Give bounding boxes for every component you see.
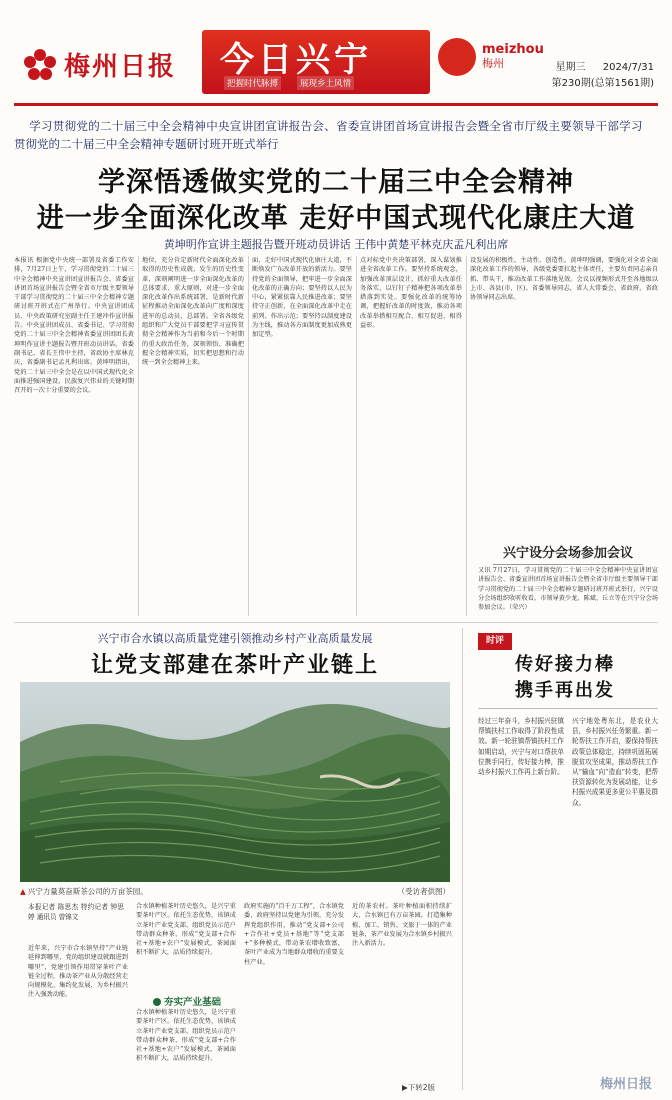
partner-sub: 梅州 [482, 57, 504, 70]
weekday: 星期三 [555, 62, 586, 73]
slogan-2: 展现乡土风情 [297, 76, 354, 90]
feature-column-b: 合水镇种植茶叶历史悠久，是兴宁重要茶叶产区。依托生态优势，该镇成立茶叶产业党支部，组织党员示范户带动群众种茶，形成“党支部+合作社+基地+农户”发展模式，茶园面积不断扩大，品质持续提升。 [136, 903, 236, 957]
commentary-title-1: 传好接力棒 [515, 654, 615, 675]
feature-byline: 本报记者 陈思杰 特约记者 钟思婷 通讯员 曾锦文 [28, 903, 124, 921]
lead-column-1: 本报讯 根据党中央统一部署及省委工作安排，7月27日上午，学习贯彻党的二十届三中全会精神中央宣讲团宣讲报告会、省委宣讲团首场宣讲报告会暨全省市厅级主要领导干部学习贯彻党的二十届三中全会精神专题研讨班开班式在广州举行。中央宣讲团成员、中央政策研究室副主任王建冲作宣讲报告。中央宣讲团成员、省委书记、学习贯彻党的二十届三中全会精神省委宣讲团团长黄坤明作宣讲主题报告暨开班动员讲话。省委副书记、省长王伟中主持，省政协主席林克庆，省委副书记孟凡利出席。黄坤明指出，党的二十届三中全会是在以中国式现代化全面推进强国建设、民族复兴伟业的关键时期召开的一次十分重要的会议。 [14, 257, 134, 395]
meizhou-logo [438, 38, 544, 76]
commentary-tag: 时评 [478, 633, 512, 650]
feature-column-c: 政府实施的“百千万工程”，合水镇党委、政府坚持以党建为引领，充分发挥党组织作用，推动“党支部+公司+合作社+党员+基地”等“党支部+”多种模式，带动茶农增收致富，茶叶产业成为当地群众增收的重要支柱产业。 [244, 903, 344, 966]
plum-blossom-icon [22, 47, 58, 83]
lead-column-4: 点对标党中央决策部署，深入谋划推进全省改革工作。要坚持系统观念，加强改革顶层设计，抓好重大改革任务落实，以钉钉子精神把各项改革举措落到实处。要强化改革的统筹协调，把握好改革的时度效，推动各项改革举措相互配合、相互促进、相得益彰。 [360, 257, 462, 330]
column-divider [466, 256, 467, 616]
paper-brand[interactable] [22, 46, 176, 83]
date: 2024/7/31 [602, 62, 654, 73]
feature-subhead: 夯实产业基础 [142, 994, 232, 1008]
masthead-rule [14, 103, 658, 106]
side-article-title[interactable]: 兴宁设分会场参加会议 [478, 542, 658, 565]
lead-column-3: 面，走好中国式现代化康庄大道，不断焕发广东改革开放的新活力。要坚持党的全面领导，把牢进一步全面深化改革的正确方向；要坚持以人民为中心，紧紧依靠人民推进改革；要坚持守正创新，在全面深化改革中走在前列、作出示范；要坚持以制度建设为主线，推动各方面制度更加成熟更加定型。 [252, 257, 352, 339]
feature-title[interactable]: 让党支部建在茶叶产业链上 [90, 652, 379, 678]
lead-kicker: 学习贯彻党的二十届三中全会精神中央宣讲团宣讲报告会、省委宣讲团首场宣讲报告会暨全省市厅级主要领导干部学习 [29, 119, 643, 133]
partner-name: meizhou [482, 42, 544, 57]
commentary-column-b: 兴宁地处粤东北，是农业大县，乡村振兴任务繁重。新一轮帮扶工作开启，要保持帮扶政策总体稳定，持续巩固拓展脱贫攻坚成果，推动帮扶工作从“输血”向“造血”转变，把帮扶资源转化为发展动能，让乡村振兴成果更多更公平惠及群众。 [572, 717, 658, 807]
banner-slogans [224, 76, 354, 90]
commentary-title[interactable] [470, 652, 660, 704]
feature-column-b2: 合水镇种植茶叶历史悠久，是兴宁重要茶叶产区。依托生态优势，该镇成立茶叶产业党支部，组织党员示范户带动群众种茶，形成“党支部+合作社+基地+农户”发展模式，茶园面积不断扩大，品质持续提升。 [136, 1009, 236, 1063]
commentary-rule [478, 708, 658, 709]
issue-number: 第230期(总第1561期) [551, 78, 654, 89]
lead-headline-2[interactable]: 进一步全面深化改革 走好中国式现代化康庄大道 [36, 203, 636, 234]
section-banner [202, 30, 430, 94]
meizhou-emblem-icon [438, 38, 476, 76]
commentary-title-2: 携手再出发 [515, 680, 615, 701]
paper-name: 梅州日报 [64, 52, 177, 82]
feature-column-a: 近年来，兴宁市合水镇坚持“产业链延伸到哪里，党的组织建设就跟进到哪里”，党建引领作用贯穿茶叶产业链全过程，推动茶产业从分散经营走向规模化、集约化发展，为乡村振兴注入强劲动能。 [28, 945, 128, 999]
feature-kicker: 兴宁市合水镇以高质量党建引领推动乡村产业高质量发展 [97, 632, 373, 645]
lead-headline-1[interactable]: 学深悟透做实党的二十届三中全会精神 [98, 167, 574, 198]
lead-deck: 黄坤明作宣讲主题报告暨开班动员讲话 王伟中黄楚平林克庆孟凡利出席 [163, 238, 509, 251]
commentary-column-a: 经过三年奋斗，乡村振兴驻镇帮镇扶村工作取得了阶段性成效。新一轮驻镇帮镇扶村工作如期启动，兴宁与对口帮扶单位携手同行，传好接力棒，推动乡村振兴工作再上新台阶。 [478, 717, 564, 777]
slogan-1: 把握时代脉搏 [224, 76, 281, 90]
side-article-body: 又讯 7月27日，学习贯彻党的二十届三中全会精神中央宣讲团宣讲报告会、省委宣讲团首场宣讲报告会暨全省市厅级主要领导干部学习贯彻党的二十届三中全会精神专题研讨班开班式举行，兴宁设分会场组织收听收看。市领导黄少龙、陈斌、丘立等在兴宁分会场参加会议。（荣兴） [478, 567, 658, 612]
tea-garden-photo [20, 682, 450, 882]
watermark: 梅州日报 [599, 1077, 652, 1092]
section-title: 今日兴宁 [220, 40, 372, 80]
column-divider [248, 256, 249, 616]
dateline [542, 60, 654, 92]
masthead [0, 0, 672, 108]
column-divider [138, 256, 139, 616]
section-divider [14, 622, 658, 623]
turn-page-link[interactable]: ▶下转2版 [402, 1083, 436, 1092]
photo-credit: （受访者供图） [397, 887, 450, 896]
camera-icon: ▲ [20, 887, 26, 896]
column-divider [356, 256, 357, 616]
photo-caption [20, 886, 450, 897]
column-divider [462, 628, 463, 1090]
caption-text: 兴宁力量莫奋斯茶公司的万亩茶园。 [27, 887, 148, 896]
feature-column-d: 近的茶农村。茶叶种植面积持续扩大，合水镇已有万亩茶园，打造集种植、加工、销售、文旅于一体的产业链条，茶产业发展为合水镇乡村振兴注入新活力。 [352, 903, 452, 948]
lead-column-2: 地位，充分肯定新时代全面深化改革取得的历史性成就、发生的历史性变革，深刻阐明进一步全面深化改革的总体要求、重大原则，对进一步全面深化改革作出系统部署，是新时代新征程推动全面深化改革向广度和深度进军的总动员、总部署。全省各级党组织和广大党员干部要把学习宣传贯彻全会精神作为当前和今后一个时期的重大政治任务，深刻领悟、准确把握全会精神实质，切实把思想和行动统一到全会精神上来。 [142, 257, 244, 367]
lead-kicker-2: 贯彻党的二十届三中全会精神专题研讨班开班式举行 [14, 137, 279, 151]
lead-column-5: 设发展的积极性、主动性、创造性。黄坤明强调，要强化对全省全面深化改革工作的领导，各级党委要扛起主体责任，主要负责同志亲自抓、带头干，推动改革工作落地见效。会议以视频形式开至各地级以上市、各县(市、区)。省委领导同志，省人大常委会、省政府、省政协领导同志出席。 [470, 257, 658, 302]
